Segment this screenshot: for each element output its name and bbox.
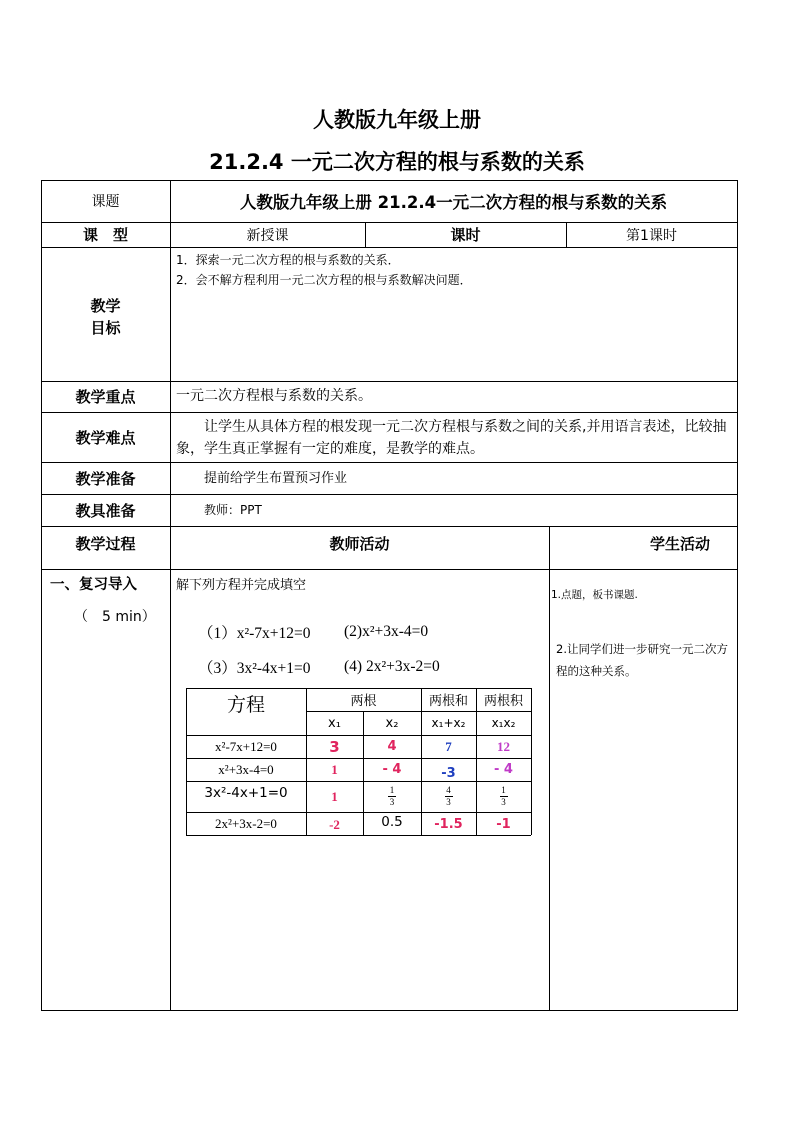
roots-row1-sum: 7 [445,738,452,754]
student-note-1: 1.点题，板书课题. [551,589,638,601]
roots-header-x1: x₁ [328,715,341,731]
period-value: 第1课时 [626,227,677,244]
roots-row3-product: $\frac{1}{3}$ [501,785,506,807]
key-point-label: 教学重点 [75,388,136,406]
section-label: 一、复习导入 [50,577,137,593]
process-label: 教学过程 [75,534,136,553]
roots-row2-x2: - 4 [382,762,402,777]
roots-header-product: 两根积 [483,693,523,708]
student-note-2: 2.让同学们进一步研究一元二次方程的这种关系。 [556,642,728,678]
roots-row4-eq: 2x²+3x-2=0 [215,815,277,831]
section-time: （ 5 min） [74,609,156,625]
roots-row2-x1: 1 [331,761,338,777]
equation-2: (2)x²+3x-4=0 [344,623,429,640]
difficulty-label: 教学难点 [75,428,136,447]
topic-value: 人教版九年级上册 21.2.4一元二次方程的根与系数的关系 [239,193,668,212]
tools-label: 教具准备 [75,501,136,520]
equation-3: （3）3x²-4x+1=0 [198,660,311,677]
roots-row4-x2: 0.5 [381,813,403,830]
roots-row4-sum: -1.5 [434,817,463,832]
goals-label-line1: 教学 [90,297,121,315]
roots-row2-sum: -3 [441,766,456,781]
roots-header-sum: 两根和 [428,693,468,708]
key-point-value: 一元二次方程根与系数的关系。 [176,388,372,404]
difficulty-value: 让学生从具体方程的根发现一元二次方程根与系数之间的关系,并用语言表述，比较抽象，学生真正掌握有一定的难度，是教学的难点。 [176,419,727,457]
goals-label [41,295,170,339]
goal-2: 2．会不解方程利用一元二次方程的根与系数解决问题． [176,273,472,287]
type-value: 新授课 [246,227,289,244]
period-label: 课时 [450,226,481,244]
roots-row3-x1: 1 [331,788,338,804]
roots-row4-x1: -2 [329,816,340,832]
roots-row1-product: 12 [497,738,510,754]
page-subtitle: 21.2.4 一元二次方程的根与系数的关系 [209,150,585,174]
student-activity-label: 学生活动 [650,534,711,553]
roots-row1-x1: 3 [329,737,340,756]
tools-value: 教师：PPT [204,503,262,517]
roots-row3-sum: $\frac{4}{3}$ [446,785,451,807]
roots-row1-x2: 4 [387,739,397,754]
roots-header-equation: 方程 [226,693,265,716]
roots-row4-product: -1 [496,817,511,832]
roots-header-sum-expr: x₁+x₂ [431,716,466,730]
roots-row3-x2: $\frac{1}{3}$ [389,785,395,807]
roots-row2-eq: x²+3x-4=0 [218,761,274,777]
roots-row1-eq: x²-7x+12=0 [215,738,277,754]
topic-label: 课题 [91,194,120,210]
goals-label-line2: 目标 [90,319,121,337]
teacher-activity-label: 教师活动 [329,534,390,553]
roots-row3-eq: 3x²-4x+1=0 [204,784,288,801]
roots-row2-product: - 4 [494,762,513,777]
goal-1: 1．探索一元二次方程的根与系数的关系． [176,253,400,267]
type-label: 课 型 [82,226,128,244]
equation-1: （1）x²-7x+12=0 [198,625,311,642]
roots-header-x2: x₂ [385,715,399,731]
prep-label: 教学准备 [75,469,136,488]
teacher-intro: 解下列方程并完成填空 [176,578,307,593]
roots-header-product-expr: x₁x₂ [491,716,516,730]
equation-4: (4) 2x²+3x-2=0 [344,658,440,675]
prep-value: 提前给学生布置预习作业 [204,471,348,486]
roots-header-two-roots: 两根 [350,693,377,708]
page-title: 人教版九年级上册 [313,108,481,132]
